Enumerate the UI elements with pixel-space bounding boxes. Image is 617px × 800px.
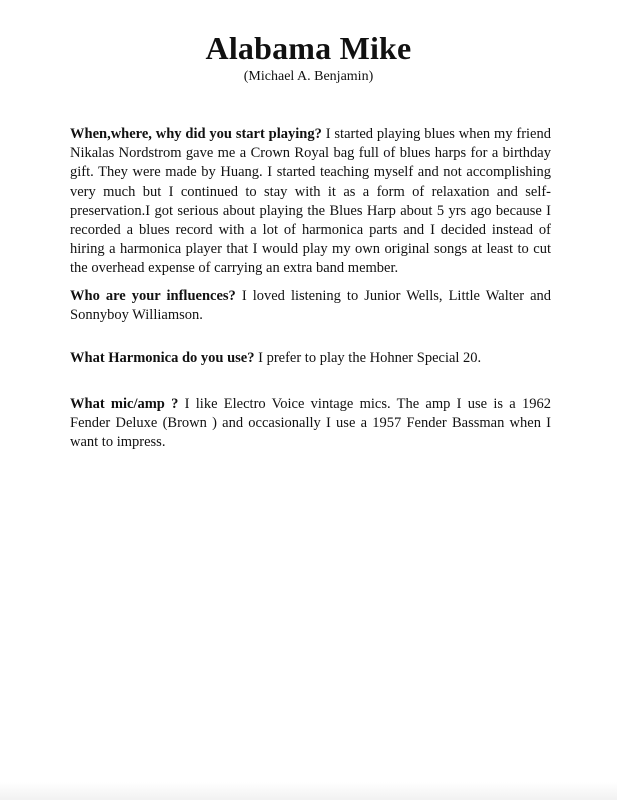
page-title: Alabama Mike — [205, 30, 412, 66]
question-text: Who are your influences? — [70, 288, 236, 304]
qa-paragraph-harmonica — [70, 349, 551, 368]
page-bottom-shadow — [0, 782, 617, 800]
qa-paragraph-start-playing — [70, 125, 551, 279]
page-subtitle: (Michael A. Benjamin) — [243, 69, 374, 84]
qa-paragraph-mic-amp — [70, 395, 551, 453]
question-text: What mic/amp ? — [70, 396, 179, 412]
qa-paragraph-influences — [70, 287, 551, 325]
question-text: What Harmonica do you use? — [70, 350, 255, 366]
answer-text: I like Electro Voice vintage mics. The amp I use is a 1962 Fender Deluxe (Brown ) and occasionally I use a 1957 Fender Bassman when I want to impress. — [70, 396, 551, 451]
answer-text: I prefer to play the Hohner Special 20. — [258, 350, 482, 366]
answer-text: I started playing blues when my friend Nikalas Nordstrom gave me a Crown Royal bag full of blues harps for a birthday gift. They were made by Huang. I started teaching myself and not accomplishing very much but I continued to stay with it as a form of relaxation and self-preservation.I got serious about playing the Blues Harp about 5 yrs ago because I recorded a blues record with a lot of harmonica parts and I decided instead of hiring a harmonica player that I would play my own original songs at least to cut the overhead expense of carrying an extra band member. — [70, 126, 551, 277]
question-text: When,where, why did you start playing? — [70, 126, 322, 142]
answer-text: I loved listening to Junior Wells, Little Walter and Sonnyboy Williamson. — [70, 288, 552, 324]
